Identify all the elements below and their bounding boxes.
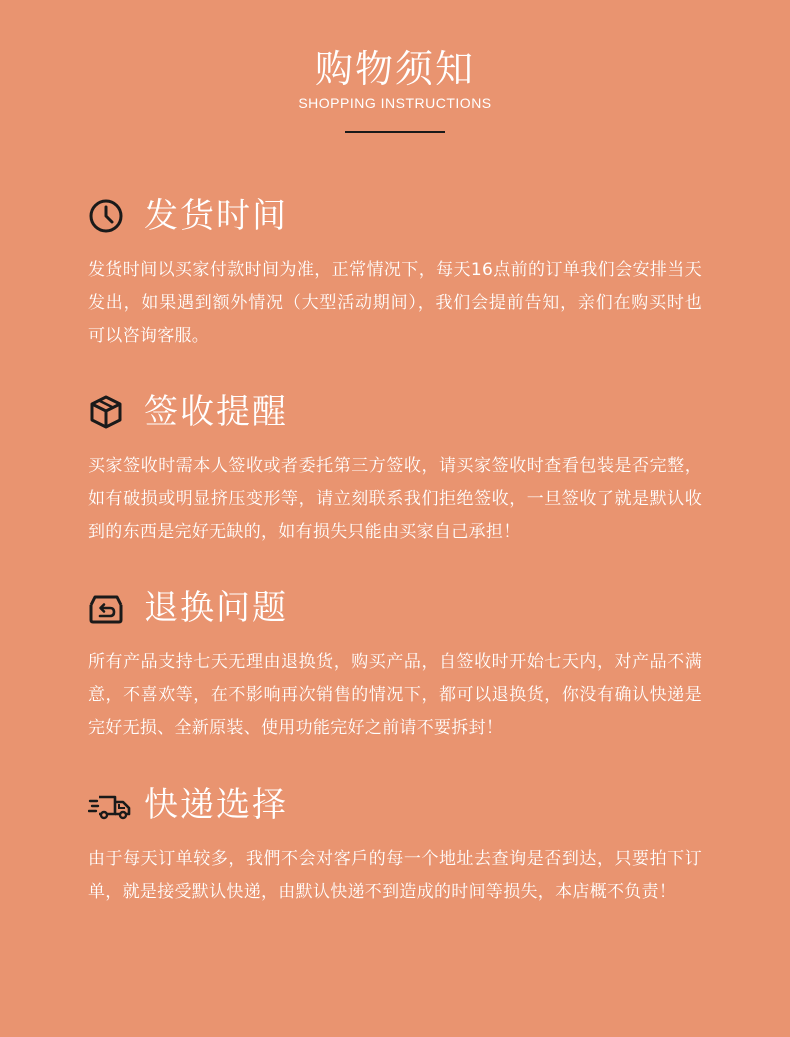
section-shipping-time: [88, 192, 708, 353]
package-box-icon: [88, 394, 124, 430]
section-title: 退换问题: [144, 588, 288, 628]
section-header: [88, 584, 708, 632]
section-body: 所有产品支持七天无理由退换货，购买产品，自签收时开始七天内，对产品不满意，不喜欢等，在不影响再次销售的情况下，都可以退换货，你没有确认快递是完好无损、全新原装、使用功能完好之前请不要拆封！: [88, 652, 702, 738]
delivery-truck-icon: [88, 787, 132, 823]
page-header: [0, 44, 790, 112]
section-header: [88, 192, 708, 240]
section-body: 发货时间以买家付款时间为准，正常情况下，每天16点前的订单我们会安排当天发出，如果遇到额外情况（大型活动期间），我们会提前告知，亲们在购买时也可以咨询客服。: [88, 260, 702, 346]
section-returns: [88, 584, 708, 745]
return-box-icon: [88, 590, 124, 626]
page-title: 购物须知: [314, 47, 475, 91]
clock-icon: [88, 198, 124, 234]
page-subtitle: SHOPPING INSTRUCTIONS: [298, 95, 492, 111]
section-title: 发货时间: [144, 196, 288, 236]
title-divider: [345, 131, 445, 133]
section-header: [88, 388, 708, 436]
section-title: 签收提醒: [144, 392, 288, 432]
section-body: 由于每天订单较多，我們不会对客戶的每一个地址去查询是否到达，只要拍下订单，就是接受默认快递，由默认快递不到造成的时间等损失，本店概不负责！: [88, 849, 702, 902]
section-receipt-reminder: [88, 388, 708, 549]
section-title: 快递选择: [144, 785, 288, 825]
section-header: [88, 781, 708, 829]
section-courier-choice: [88, 781, 708, 909]
section-body: 买家签收时需本人签收或者委托第三方签收，请买家签收时查看包装是否完整，如有破损或明显挤压变形等，请立刻联系我们拒绝签收，一旦签收了就是默认收到的东西是完好无缺的，如有损失只能由买家自己承担！: [88, 456, 702, 542]
